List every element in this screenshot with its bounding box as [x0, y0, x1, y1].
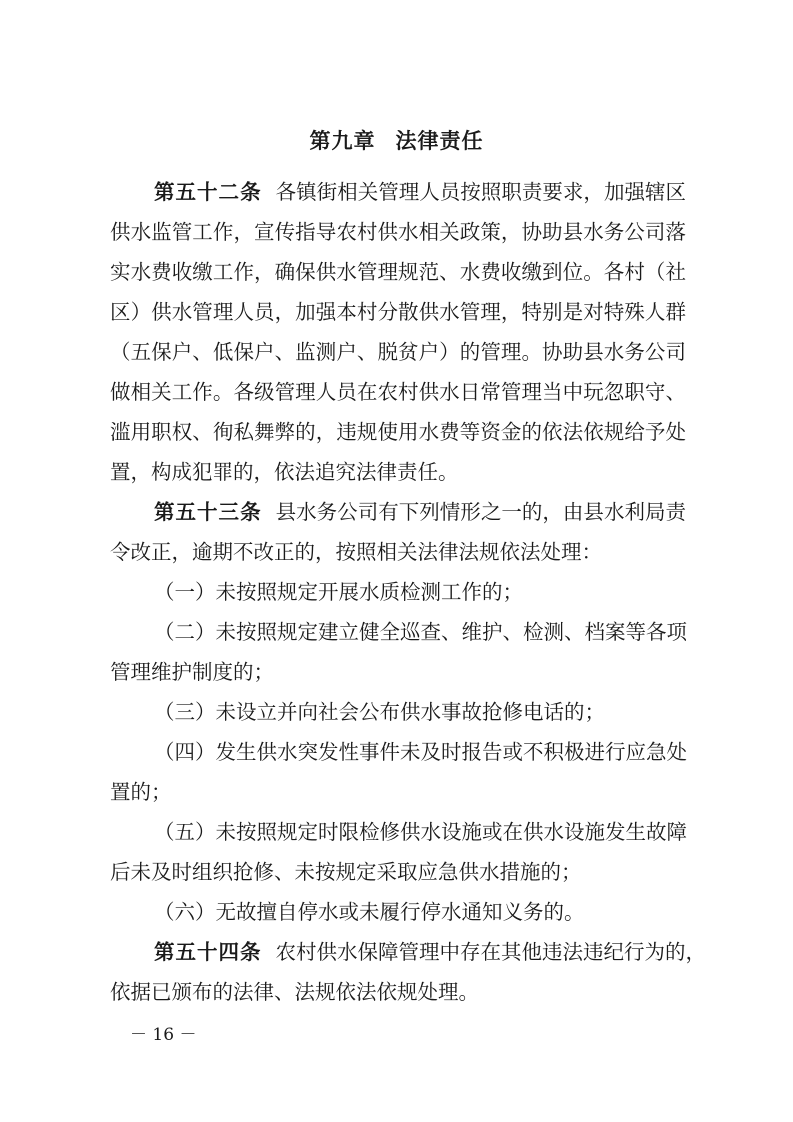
paragraph-line	[110, 537, 686, 567]
line-text: （二）未按照规定建立健全巡查、维护、检测、档案等各项	[154, 620, 687, 644]
paragraph-first-line	[154, 617, 686, 647]
paragraph-line	[110, 657, 686, 687]
page-number: － 16 －	[130, 1025, 197, 1045]
paragraph-first-line	[154, 497, 686, 527]
paragraph-line	[110, 217, 686, 247]
line-text: （四）发生供水突发性事件未及时报告或不积极进行应急处	[154, 740, 687, 764]
line-text: 供水监管工作，宣传指导农村供水相关政策，协助县水务公司落	[110, 220, 686, 244]
paragraph-line	[110, 297, 686, 327]
line-text: 后未及时组织抢修、未按规定采取应急供水措施的；	[110, 860, 582, 884]
chapter-heading	[0, 125, 793, 155]
paragraph-first-line	[154, 697, 686, 727]
paragraph-first-line	[154, 817, 686, 847]
paragraph-first-line	[154, 577, 686, 607]
paragraph-line	[110, 417, 686, 447]
line-text: 置的；	[110, 780, 172, 804]
line-text: （一）未按照规定开展水质检测工作的；	[154, 580, 523, 604]
paragraph-line	[110, 337, 686, 367]
line-text: 各镇街相关管理人员按照职责要求，加强辖区	[275, 180, 687, 204]
line-text: 实水费收缴工作，确保供水管理规范、水费收缴到位。各村（社	[110, 260, 686, 284]
line-text: 县水务公司有下列情形之一的，由县水利局责	[275, 500, 687, 524]
line-text: （五保户、低保户、监测户、脱贫户）的管理。协助县水务公司	[110, 340, 686, 364]
line-text: 区）供水管理人员，加强本村分散供水管理，特别是对特殊人群	[110, 300, 686, 324]
paragraph-line	[110, 857, 686, 887]
chapter-title: 法律责任	[395, 129, 484, 153]
line-text: 依据已颁布的法律、法规依法依规处理。	[110, 980, 479, 1004]
line-text: （五）未按照规定时限检修供水设施或在供水设施发生故障	[154, 820, 687, 844]
line-text: 令改正，逾期不改正的，按照相关法律法规依法处理：	[110, 540, 602, 564]
paragraph-line	[110, 257, 686, 287]
line-text: 管理维护制度的；	[110, 660, 274, 684]
article-number: 第五十三条	[154, 500, 262, 524]
paragraph-line	[110, 377, 686, 407]
paragraph-first-line	[154, 737, 686, 767]
line-text: 农村供水保障管理中存在其他违法违纪行为的，	[275, 940, 706, 964]
paragraph-first-line	[154, 937, 706, 967]
chapter-number: 第九章	[309, 129, 376, 153]
article-number: 第五十二条	[154, 180, 262, 204]
article-number: 第五十四条	[154, 940, 262, 964]
paragraph-line	[110, 457, 686, 487]
line-text: 滥用职权、徇私舞弊的，违规使用水费等资金的依法依规给予处	[110, 420, 686, 444]
paragraph-line	[110, 777, 686, 807]
line-text: （三）未设立并向社会公布供水事故抢修电话的；	[154, 700, 605, 724]
line-text: 做相关工作。各级管理人员在农村供水日常管理当中玩忽职守、	[110, 380, 686, 404]
paragraph-first-line	[154, 897, 686, 927]
paragraph-first-line	[154, 177, 686, 207]
line-text: （六）无故擅自停水或未履行停水通知义务的。	[154, 900, 585, 924]
paragraph-line	[110, 977, 686, 1007]
line-text: 置，构成犯罪的，依法追究法律责任。	[110, 460, 459, 484]
